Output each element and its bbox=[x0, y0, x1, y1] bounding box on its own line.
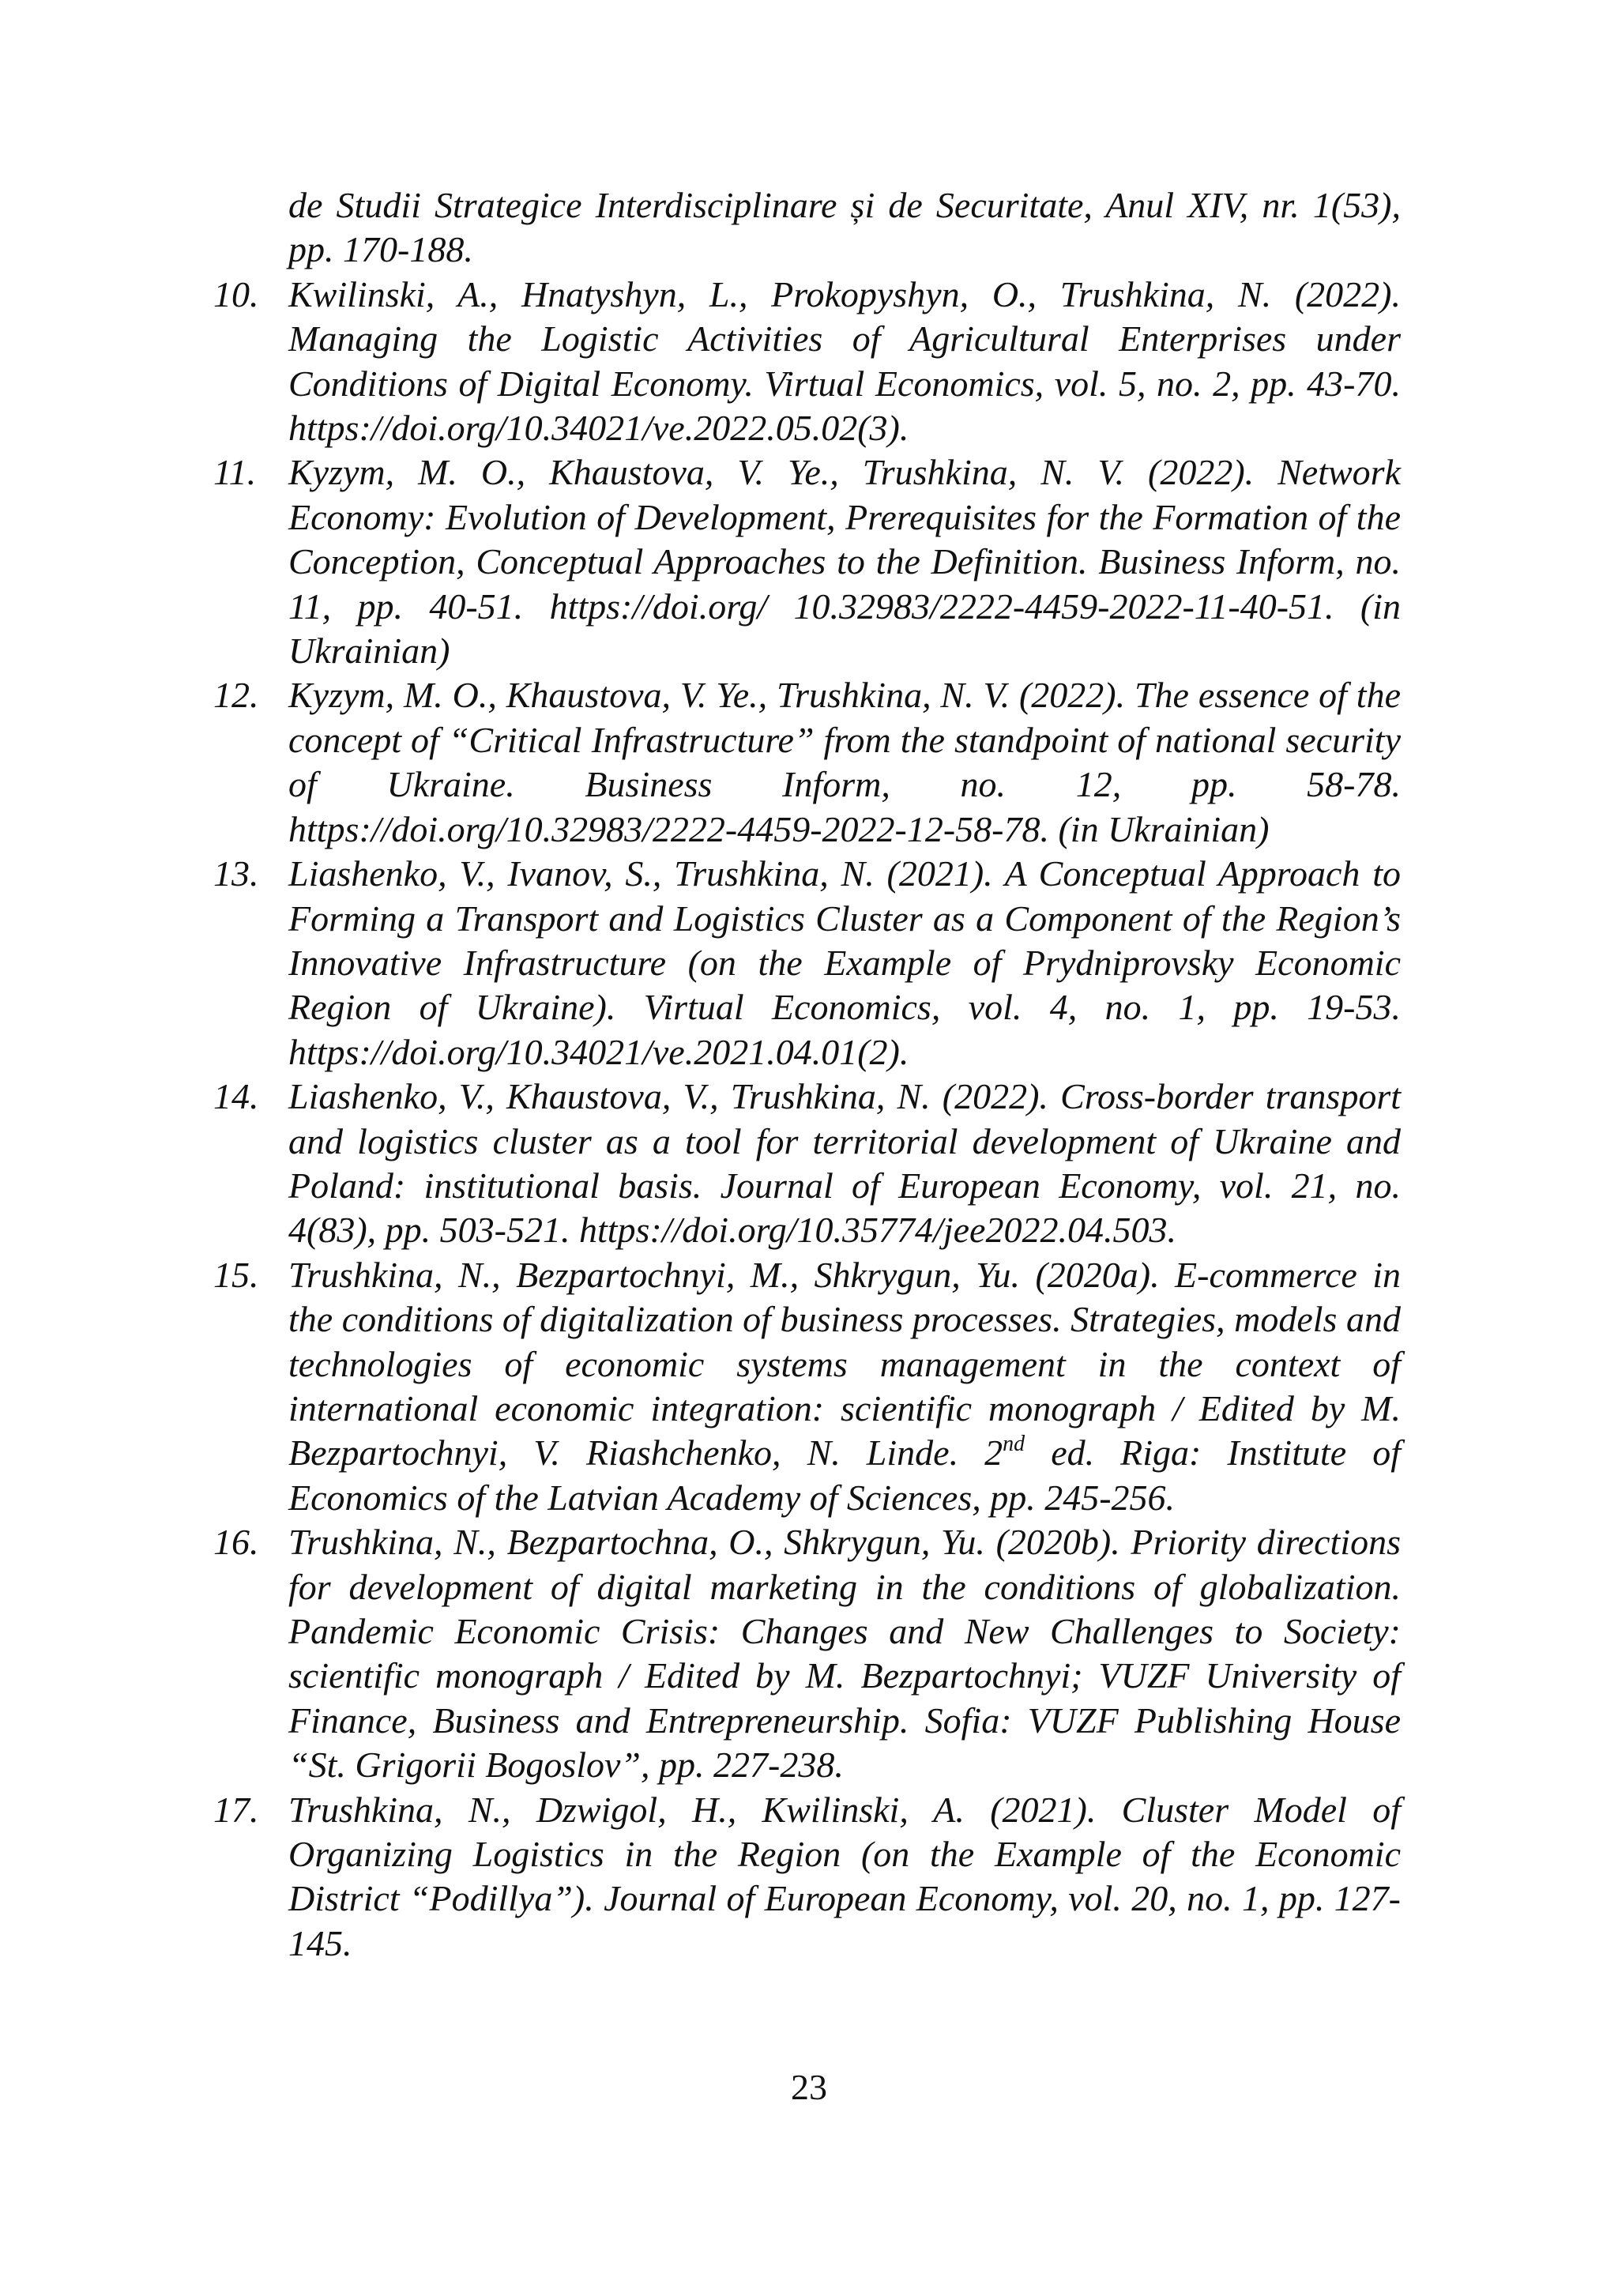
reference-item-10 bbox=[213, 273, 1401, 451]
reference-text: Trushkina, N., Bezpartochna, O., Shkrygun, Yu. (2020b). Priority directions for development of digital marketing in the conditions of globalization. Pandemic Economic Crisis: Changes and New Challenges to Society: scientific monograph / Edited by M. Bezpartochnyi; VUZF University of Finance, Business and Entrepreneurship. Sofia: VUZF Publishing House “St. Grigorii Bogoslov”, pp. 227-238. bbox=[288, 1522, 1401, 1786]
reference-text bbox=[288, 1253, 1401, 1520]
reference-number: 12. bbox=[213, 675, 259, 716]
reference-continuation bbox=[213, 183, 1401, 273]
reference-number: 10. bbox=[213, 273, 259, 314]
reference-number: 15. bbox=[213, 1254, 259, 1295]
reference-text-part: Trushkina, N., Bezpartochnyi, M., Shkrygun, Yu. (2020a). E-commerce in the conditions of digitalization of business processes. Strategies, models and technologies of economic systems management in the context of international economic integration: scientific monograph / Edited by M. Bezpartochnyi, V. Riashchenko, N. Linde. 2 bbox=[288, 1254, 1401, 1474]
reference-text: Kwilinski, A., Hnatyshyn, L., Prokopyshyn, O., Trushkina, N. (2022). Managing the Logistic Activities of Agricultural Enterprises under Conditions of Digital Economy. Virtual Economics, vol. 5, no. 2, pp. 43-70. https://doi.org/10.34021/ve.2022.05.02(3). bbox=[288, 273, 1401, 449]
reference-text: de Studii Strategice Interdisciplinare și de Securitate, Anul XIV, nr. 1(53), pp. 170-188. bbox=[288, 185, 1401, 270]
reference-number: 16. bbox=[213, 1522, 259, 1563]
reference-item-16 bbox=[213, 1520, 1401, 1787]
reference-item-11 bbox=[213, 450, 1401, 673]
reference-item-12 bbox=[213, 673, 1401, 852]
reference-list bbox=[213, 183, 1401, 1966]
page-number: 23 bbox=[791, 2067, 827, 2107]
reference-text: Kyzym, M. O., Khaustova, V. Ye., Trushkina, N. V. (2022). Network Economy: Evolution of Development, Prerequisites for the Formation of the Conception, Conceptual Approaches to the Definition. Business Inform, no. 11, pp. 40-51. https://doi.org/ 10.32983/2222-4459-2022-11-40-51. (in Ukrainian) bbox=[288, 452, 1401, 672]
reference-number: 14. bbox=[213, 1076, 259, 1117]
reference-text: Trushkina, N., Dzwigol, H., Kwilinski, A. (2021). Cluster Model of Organizing Logistics in the Region (on the Example of the Economic District “Podillya”). Journal of European Economy, vol. 20, no. 1, pp. 127-145. bbox=[288, 1789, 1401, 1963]
reference-number: 11. bbox=[213, 452, 257, 493]
ordinal-superscript: nd bbox=[1003, 1432, 1025, 1457]
reference-text: Liashenko, V., Khaustova, V., Trushkina, N. (2022). Cross-border transport and logistics cluster as a tool for territorial development of Ukraine and Poland: institutional basis. Journal of European Economy, vol. 21, no. 4(83), pp. 503-521. https://doi.org/10.35774/jee2022.04.503. bbox=[288, 1076, 1401, 1251]
reference-text: Kyzym, M. O., Khaustova, V. Ye., Trushkina, N. V. (2022). The essence of the concept of “Critical Infrastructure” from the standpoint of national security of Ukraine. Business Inform, no. 12, pp. 58-78. https://doi.org/10.32983/2222-4459-2022-12-58-78. (in Ukrainian) bbox=[288, 675, 1401, 849]
reference-item-15 bbox=[213, 1253, 1401, 1520]
reference-number: 13. bbox=[213, 853, 259, 894]
reference-text-part: ed. Riga: Institute of Economics of the Latvian Academy of Sciences, pp. 245-256. bbox=[288, 1432, 1402, 1518]
reference-item-17 bbox=[213, 1788, 1401, 1967]
reference-item-14 bbox=[213, 1075, 1401, 1253]
reference-item-13 bbox=[213, 852, 1401, 1075]
reference-text: Liashenko, V., Ivanov, S., Trushkina, N. (2021). A Conceptual Approach to Forming a Transport and Logistics Cluster as a Component of the Region’s Innovative Infrastructure (on the Example of Prydniprovsky Economic Region of Ukraine). Virtual Economics, vol. 4, no. 1, pp. 19-53. https://doi.org/10.34021/ve.2021.04.01(2). bbox=[288, 853, 1401, 1072]
reference-number: 17. bbox=[213, 1789, 259, 1830]
